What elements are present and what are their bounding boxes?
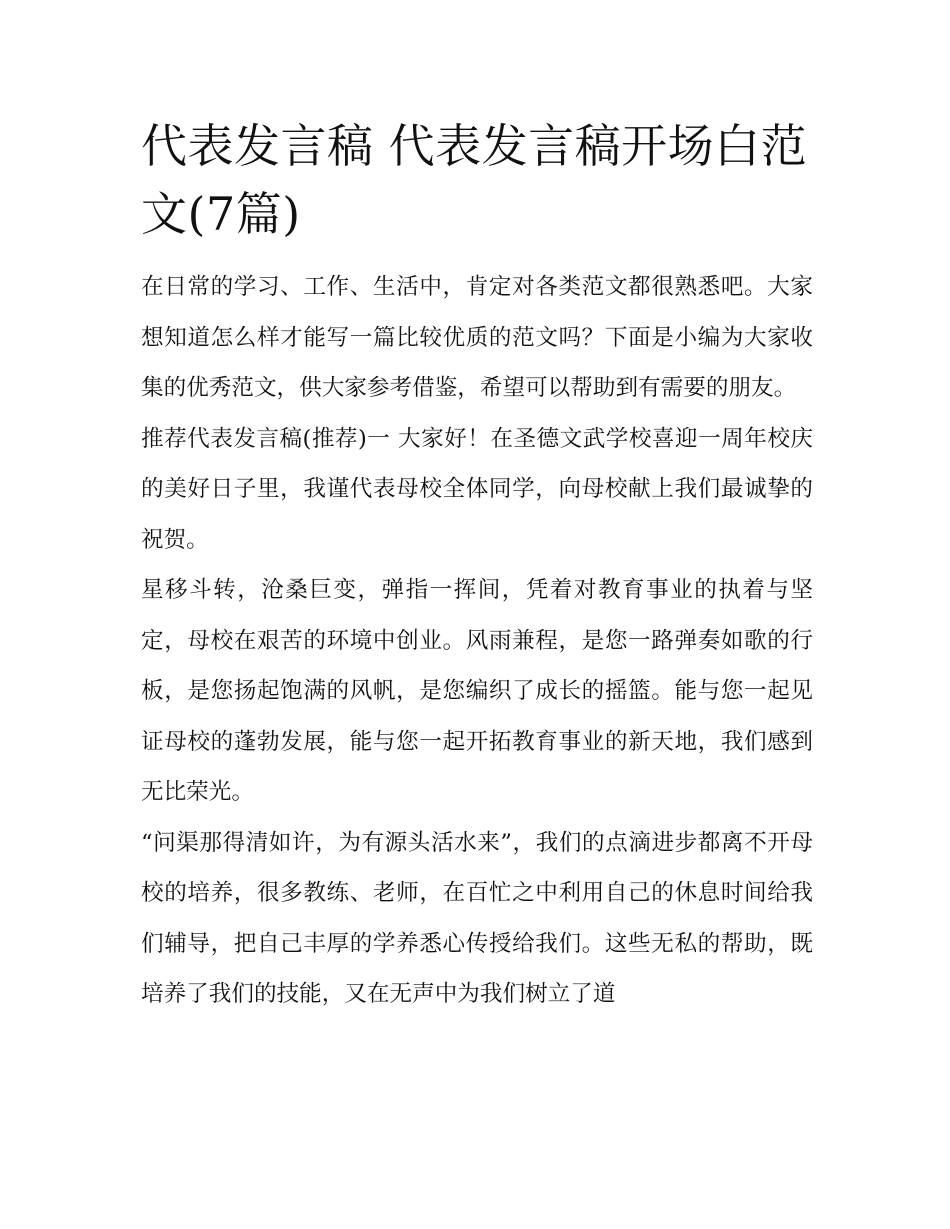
paragraph-history: 星移斗转，沧桑巨变，弹指一挥间，凭着对教育事业的执着与坚定，母校在艰苦的环境中创业。风雨兼程，是您一路弹奏如歌的行板，是您扬起饱满的风帆，是您编织了成长的摇篮。能与您一起见证母校的蓬勃发展，能与您一起开拓教育事业的新天地，我们感到无比荣光。 [141, 577, 813, 805]
paragraph-intro: 在日常的学习、工作、生活中，肯定对各类范文都很熟悉吧。大家想知道怎么样才能写一篇比较优质的范文吗？下面是小编为大家收集的优秀范文，供大家参考借鉴，希望可以帮助到有需要的朋友。 [141, 274, 813, 401]
paragraph-gratitude: “问渠那得清如许，为有源头活水来”，我们的点滴进步都离不开母校的培养，很多教练、老师，在百忙之中利用自己的休息时间给我们辅导，把自己丰厚的学养悉心传授给我们。这些无私的帮助，既培养了我们的技能，又在无声中为我们树立了道 [141, 829, 813, 1007]
document-page [141, 112, 813, 1020]
document-title: 代表发言稿 代表发言稿开场白范文(7篇) [141, 119, 808, 241]
paragraph-greeting: 推荐代表发言稿(推荐)一 大家好！在圣德文武学校喜迎一周年校庆的美好日子里，我谨代表母校全体同学，向母校献上我们最诚挚的祝贺。 [141, 425, 813, 553]
